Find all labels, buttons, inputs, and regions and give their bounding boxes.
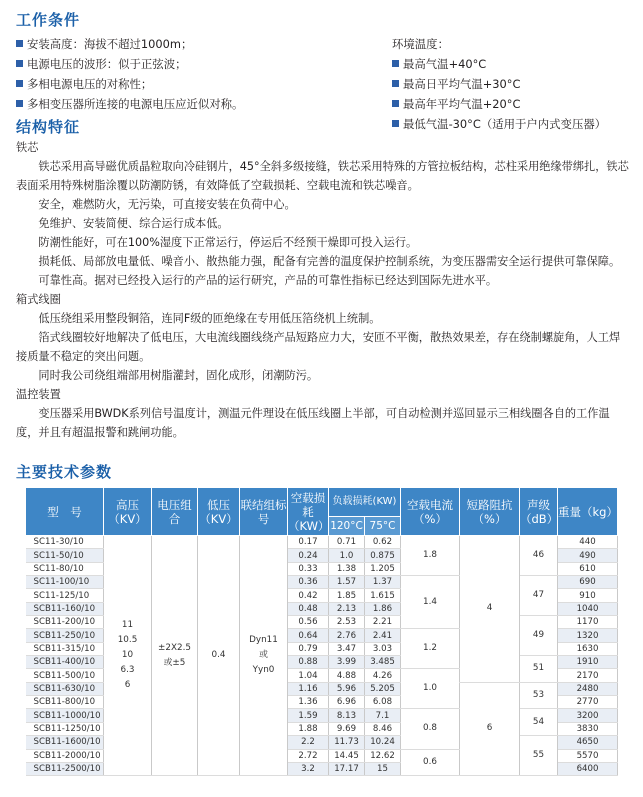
square-bullet-icon — [392, 120, 399, 127]
cell-model: SC11-125/10 — [26, 589, 104, 602]
cell-weight: 1170 — [558, 616, 618, 629]
cell-load-120: 1.0 — [329, 549, 365, 562]
condition-item: 最高气温+40°C — [392, 54, 606, 74]
cell-no-load: 0.36 — [288, 576, 329, 589]
header-noise: 声级（dB） — [520, 488, 558, 536]
cell-load-120: 14.45 — [329, 749, 365, 762]
cell-weight: 3830 — [558, 722, 618, 735]
header-hv: 高压（KV） — [104, 488, 152, 536]
cell-model: SCB11-400/10 — [26, 656, 104, 669]
cell-load-120: 1.85 — [329, 589, 365, 602]
cell-load-75: 1.615 — [365, 589, 401, 602]
cell-no-load: 0.56 — [288, 616, 329, 629]
core-paragraph: 铁芯采用高导磁优质晶粒取向冷硅钢片，45°全斜多级接缝，铁芯采用特殊的方管拉板结构，芯柱采用绝缘带绑扎，铁芯表面采用特殊树脂涂覆以防潮防锈，有效降低了空载损耗、空载电流和铁芯噪音。 — [16, 160, 629, 192]
cell-load-120: 1.38 — [329, 562, 365, 575]
cell-weight: 3200 — [558, 709, 618, 722]
temp-subtitle: 温控装置 — [16, 388, 61, 401]
cell-impedance-merged: 6 — [460, 682, 520, 775]
cell-model: SCB11-1000/10 — [26, 709, 104, 722]
cell-no-load: 2.2 — [288, 736, 329, 749]
cell-current-merged: 1.8 — [401, 536, 460, 576]
cell-load-120: 0.71 — [329, 536, 365, 549]
cell-noise-merged: 46 — [520, 536, 558, 576]
square-bullet-icon — [392, 80, 399, 87]
coil-paragraph: 同时我公司绕组端部用树脂灌封，固化成形，闭潮防污。 — [38, 369, 319, 382]
cell-weight: 2480 — [558, 682, 618, 695]
cell-impedance-merged: 4 — [460, 536, 520, 683]
cell-weight: 1630 — [558, 642, 618, 655]
cell-model: SCB11-630/10 — [26, 682, 104, 695]
cell-model: SCB11-500/10 — [26, 669, 104, 682]
cell-lv-merged: 0.4 — [198, 536, 240, 776]
cell-load-75: 0.62 — [365, 536, 401, 549]
cell-weight: 910 — [558, 589, 618, 602]
header-75c: 75°C — [365, 517, 401, 536]
env-temp-label: 环境温度： — [392, 37, 449, 51]
square-bullet-icon — [392, 100, 399, 107]
cell-load-75: 12.62 — [365, 749, 401, 762]
cell-load-75: 1.86 — [365, 602, 401, 615]
cell-weight: 1320 — [558, 629, 618, 642]
header-vector: 联结组标号 — [240, 488, 288, 536]
condition-item: 最低气温-30°C（适用于户内式变压器） — [392, 114, 606, 134]
cell-noise-merged: 54 — [520, 709, 558, 736]
cell-no-load: 1.88 — [288, 722, 329, 735]
cell-no-load: 0.48 — [288, 602, 329, 615]
cell-no-load: 0.88 — [288, 656, 329, 669]
square-bullet-icon — [392, 60, 399, 67]
spec-table — [25, 487, 618, 776]
cell-noise-merged: 47 — [520, 576, 558, 616]
cell-vector-merged: Dyn11 或 Yyn0 — [240, 536, 288, 776]
cell-noise-merged: 53 — [520, 682, 558, 709]
params-title: 主要技术参数 — [16, 463, 113, 481]
core-paragraph: 可靠性高。据对已经投入运行的产品的运行研究，产品的可靠性指标已经达到国际先进水平。 — [38, 274, 498, 287]
cell-weight: 2770 — [558, 696, 618, 709]
cell-load-120: 2.53 — [329, 616, 365, 629]
core-paragraph: 安全，难燃防火，无污染，可直接安装在负荷中心。 — [38, 198, 296, 211]
cell-load-75: 15 — [365, 762, 401, 775]
cell-no-load: 0.64 — [288, 629, 329, 642]
cell-load-75: 3.485 — [365, 656, 401, 669]
structure-title: 结构特征 — [16, 118, 81, 136]
coil-paragraph: 箔式线圈较好地解决了低电压，大电流线圈线绕产品短路应力大，安匝不平衡，散热效果差，存在绕制螺旋角，人工焊接质量不稳定的突出问题。 — [16, 331, 621, 363]
header-120c: 120°C — [329, 517, 365, 536]
cell-load-120: 6.96 — [329, 696, 365, 709]
cell-model: SCB11-315/10 — [26, 642, 104, 655]
cell-load-120: 3.99 — [329, 656, 365, 669]
cell-load-75: 6.08 — [365, 696, 401, 709]
cell-no-load: 0.33 — [288, 562, 329, 575]
header-tap: 电压组合 — [152, 488, 198, 536]
header-lv: 低压（KV） — [198, 488, 240, 536]
core-paragraph: 损耗低、局部放电量低、噪音小、散热能力强，配备有完善的温度保护控制系统，为变压器需安全运行提供可靠保障。 — [38, 255, 621, 268]
cell-model: SCB11-160/10 — [26, 602, 104, 615]
cell-load-75: 2.41 — [365, 629, 401, 642]
cell-load-75: 3.03 — [365, 642, 401, 655]
header-no-load-current: 空载电流（%） — [401, 488, 460, 536]
cell-model: SCB11-800/10 — [26, 696, 104, 709]
cell-no-load: 2.72 — [288, 749, 329, 762]
cell-no-load: 3.2 — [288, 762, 329, 775]
condition-item: 最高日平均气温+30°C — [392, 74, 606, 94]
cell-load-75: 1.37 — [365, 576, 401, 589]
cell-model: SCB11-2500/10 — [26, 762, 104, 775]
cell-current-merged: 1.0 — [401, 669, 460, 709]
coil-paragraph: 低压绕组采用整段铜箔，连同F级的匝绝缘在专用低压箔绕机上统制。 — [38, 312, 381, 325]
cell-no-load: 1.04 — [288, 669, 329, 682]
cell-noise-merged: 49 — [520, 616, 558, 656]
cell-current-merged: 1.4 — [401, 576, 460, 629]
cell-load-120: 9.69 — [329, 722, 365, 735]
cell-load-75: 8.46 — [365, 722, 401, 735]
cell-noise-merged: 51 — [520, 656, 558, 683]
cell-load-75: 1.205 — [365, 562, 401, 575]
cell-no-load: 0.17 — [288, 536, 329, 549]
header-no-load-loss: 空载损耗（KW） — [288, 488, 329, 536]
cell-no-load: 1.36 — [288, 696, 329, 709]
cell-no-load: 1.59 — [288, 709, 329, 722]
cell-tap-merged: ±2X2.5 或±5 — [152, 536, 198, 776]
cell-weight: 490 — [558, 549, 618, 562]
cell-model: SC11-50/10 — [26, 549, 104, 562]
cell-current-merged: 0.6 — [401, 749, 460, 776]
cell-model: SC11-30/10 — [26, 536, 104, 549]
cell-load-75: 0.875 — [365, 549, 401, 562]
cell-load-120: 17.17 — [329, 762, 365, 775]
cell-load-120: 2.76 — [329, 629, 365, 642]
cell-load-120: 3.47 — [329, 642, 365, 655]
cell-weight: 610 — [558, 562, 618, 575]
square-bullet-icon — [16, 80, 23, 87]
cell-model: SCB11-250/10 — [26, 629, 104, 642]
cell-model: SC11-100/10 — [26, 576, 104, 589]
cell-no-load: 0.79 — [288, 642, 329, 655]
cell-load-75: 2.21 — [365, 616, 401, 629]
cell-current-merged: 1.2 — [401, 629, 460, 669]
core-subtitle: 铁芯 — [16, 141, 39, 154]
cell-model: SCB11-200/10 — [26, 616, 104, 629]
cell-weight: 5570 — [558, 749, 618, 762]
cell-load-120: 8.13 — [329, 709, 365, 722]
condition-item: 电源电压的波形：似于正弦波； — [16, 54, 243, 74]
header-load-loss: 负载损耗(KW) — [329, 488, 401, 517]
cell-load-120: 1.57 — [329, 576, 365, 589]
temp-paragraph: 变压器采用BWDK系列信号温度计，测温元件理设在低压线圈上半部，可自动检测并巡回显示三相线圈各自的工作温度，并且有超温报警和跳闸功能。 — [16, 407, 610, 439]
cell-model: SCB11-1250/10 — [26, 722, 104, 735]
header-impedance: 短路阻抗（%） — [460, 488, 520, 536]
conditions-left-list — [16, 34, 243, 114]
cell-load-75: 10.24 — [365, 736, 401, 749]
core-paragraph: 免维护、安装简便、综合运行成本低。 — [38, 217, 229, 230]
structure-body — [16, 138, 630, 442]
cell-current-merged: 0.8 — [401, 709, 460, 749]
square-bullet-icon — [16, 60, 23, 67]
cell-weight: 1910 — [558, 656, 618, 669]
cell-load-75: 4.26 — [365, 669, 401, 682]
condition-item: 多相电源电压的对称性； — [16, 74, 243, 94]
cell-noise-merged: 55 — [520, 736, 558, 776]
cell-load-120: 5.96 — [329, 682, 365, 695]
cell-hv-merged: 11 10.5 10 6.3 6 — [104, 536, 152, 776]
square-bullet-icon — [16, 40, 23, 47]
cell-model: SCB11-2000/10 — [26, 749, 104, 762]
cell-model: SC11-80/10 — [26, 562, 104, 575]
square-bullet-icon — [16, 100, 23, 107]
cell-load-75: 5.205 — [365, 682, 401, 695]
cell-weight: 6400 — [558, 762, 618, 775]
condition-item: 安装高度：海拔不超过1000m； — [16, 34, 243, 54]
cell-weight: 1040 — [558, 602, 618, 615]
cell-load-120: 4.88 — [329, 669, 365, 682]
conditions-right-list — [392, 34, 606, 134]
condition-item: 最高年平均气温+20°C — [392, 94, 606, 114]
cell-no-load: 0.42 — [288, 589, 329, 602]
coil-subtitle: 箱式线圈 — [16, 293, 61, 306]
cell-load-75: 7.1 — [365, 709, 401, 722]
condition-item: 多相变压器所连接的电源电压应近似对称。 — [16, 94, 243, 114]
cell-no-load: 1.16 — [288, 682, 329, 695]
cell-model: SCB11-1600/10 — [26, 736, 104, 749]
cell-weight: 440 — [558, 536, 618, 549]
core-paragraph: 防潮性能好，可在100%湿度下正常运行，停运后不经预干燥即可投入运行。 — [38, 236, 418, 249]
conditions-title: 工作条件 — [16, 11, 81, 29]
cell-load-120: 11.73 — [329, 736, 365, 749]
cell-weight: 2170 — [558, 669, 618, 682]
cell-weight: 690 — [558, 576, 618, 589]
cell-load-120: 2.13 — [329, 602, 365, 615]
cell-no-load: 0.24 — [288, 549, 329, 562]
header-model: 型 号 — [26, 488, 104, 536]
header-weight: 重量（kg） — [558, 488, 618, 536]
cell-weight: 4650 — [558, 736, 618, 749]
